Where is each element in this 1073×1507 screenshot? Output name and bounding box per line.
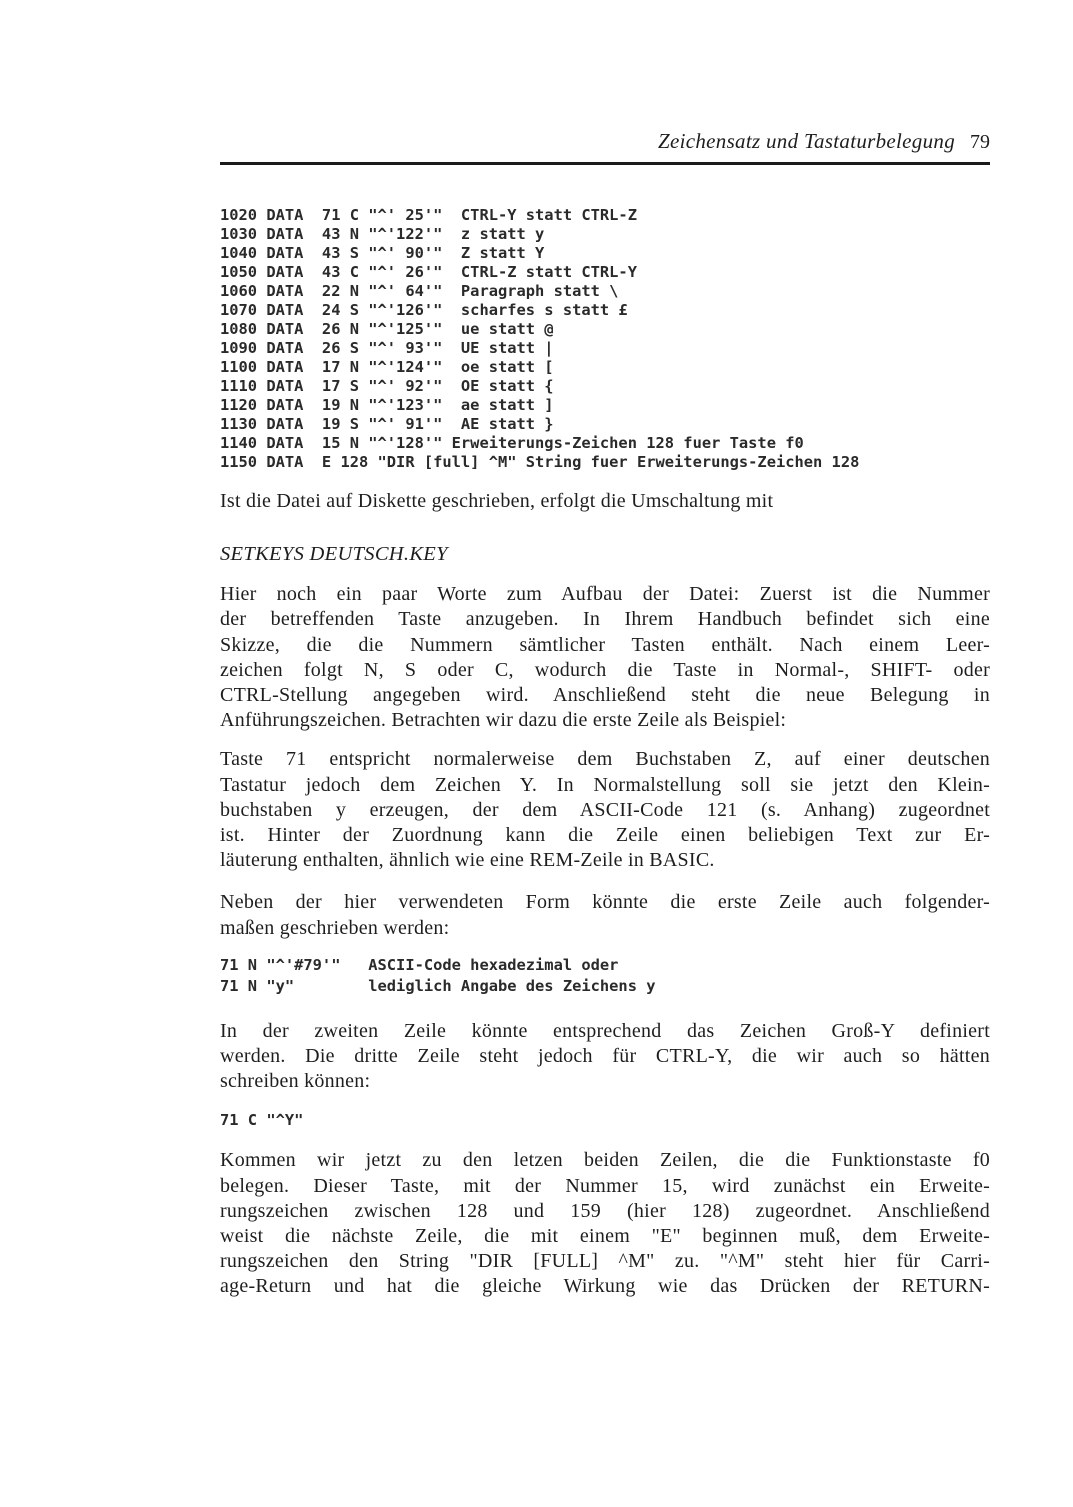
text-line: maßen geschrieben werden:	[220, 916, 450, 939]
paragraph-datei-aufbau	[220, 582, 990, 733]
text-line: ist. Hinter der Zuordnung kann die Zeile einen beliebigen Text zur Er-	[220, 824, 990, 847]
text-line: In der zweiten Zeile könnte entsprechend das Zeichen Groß-Y definiert	[220, 1019, 990, 1042]
paragraph-taste-71	[220, 747, 990, 873]
text-line: CTRL-Stellung angegeben wird. Anschließend steht die neue Belegung in	[220, 684, 990, 707]
text-line: age-Return und hat die gleiche Wirkung wie das Drücken der RETURN-	[220, 1275, 990, 1298]
text-line: Skizze, die die Nummern sämtlicher Tasten enthält. Nach einem Leer-	[220, 633, 990, 656]
text-line: weist die nächste Zeile, die mit einem "E" beginnen muß, dem Erweite-	[220, 1225, 990, 1248]
code-line: 71 C "^Y"	[220, 1111, 304, 1130]
basic-data-listing	[220, 206, 990, 472]
text-line: Taste 71 entspricht normalerweise dem Buchstaben Z, auf einer deutschen	[220, 748, 990, 771]
code-line: 1140 DATA 15 N "^'128'" Erweiterungs-Zeichen 128 fuer Taste f0	[220, 434, 804, 452]
setkeys-command-line: SETKEYS DEUTSCH.KEY	[220, 543, 448, 566]
code-line: 1120 DATA 19 N "^'123'" ae statt ]	[220, 396, 554, 414]
chapter-title: Zeichensatz und Tastaturbelegung	[658, 129, 955, 153]
code-line: 1110 DATA 17 S "^' 92'" OE statt {	[220, 377, 554, 395]
text-line: Kommen wir jetzt zu den letzen beiden Zeilen, die die Funktionstaste f0	[220, 1149, 990, 1172]
alternative-form-listing	[220, 955, 990, 997]
running-header	[220, 128, 990, 155]
text-line: läuterung enthalten, ähnlich wie eine REM-Zeile in BASIC.	[220, 849, 715, 872]
code-line: 1080 DATA 26 N "^'125'" ue statt @	[220, 320, 554, 338]
page-number: 79	[970, 131, 990, 153]
text-line: schreiben können:	[220, 1070, 371, 1093]
header-divider-rule	[220, 162, 990, 165]
code-line: 1130 DATA 19 S "^' 91'" AE statt }	[220, 415, 554, 433]
text-line: Hier noch ein paar Worte zum Aufbau der Datei: Zuerst ist die Nummer	[220, 583, 990, 606]
text-line: der betreffenden Taste anzugeben. In Ihrem Handbuch befindet sich eine	[220, 608, 990, 631]
paragraph-andere-form	[220, 890, 990, 940]
code-line: 1020 DATA 71 C "^' 25'" CTRL-Y statt CTRL-Z	[220, 206, 637, 224]
code-line: 1050 DATA 43 C "^' 26'" CTRL-Z statt CTRL-Y	[220, 263, 637, 281]
text-line: rungszeichen den String "DIR [FULL] ^M" zu. "^M" steht hier für Carri-	[220, 1250, 990, 1273]
text-line: belegen. Dieser Taste, mit der Nummer 15, wird zunächst ein Erweite-	[220, 1174, 990, 1197]
code-line: 71 N "y" lediglich Angabe des Zeichens y	[220, 976, 656, 995]
text-line: Neben der hier verwendeten Form könnte die erste Zeile auch folgender-	[220, 891, 990, 914]
code-line: 1150 DATA E 128 "DIR [full] ^M" String fuer Erweiterungs-Zeichen 128	[220, 453, 860, 471]
text-line: zeichen folgt N, S oder C, wodurch die Taste in Normal-, SHIFT- oder	[220, 658, 990, 681]
code-line: 1100 DATA 17 N "^'124'" oe statt [	[220, 358, 554, 376]
code-line: 71 N "^'#79'" ASCII-Code hexadezimal oder	[220, 955, 619, 974]
paragraph-zweite-zeile	[220, 1019, 990, 1095]
intro-sentence: Ist die Datei auf Diskette geschrieben, erfolgt die Umschaltung mit	[220, 490, 774, 512]
code-line: 1090 DATA 26 S "^' 93'" UE statt |	[220, 339, 554, 357]
text-line: rungszeichen zwischen 128 und 159 (hier 128) zugeordnet. Anschließend	[220, 1199, 990, 1222]
text-line: buchstaben y erzeugen, der dem ASCII-Code 121 (s. Anhang) zugeordnet	[220, 798, 990, 821]
code-line: 1030 DATA 43 N "^'122'" z statt y	[220, 225, 545, 243]
text-line: Tastatur jedoch dem Zeichen Y. In Normalstellung soll sie jetzt den Klein-	[220, 773, 990, 796]
text-line: werden. Die dritte Zeile steht jedoch für CTRL-Y, die wir auch so hätten	[220, 1045, 990, 1068]
code-line: 1040 DATA 43 S "^' 90'" Z statt Y	[220, 244, 545, 262]
text-line: Anführungszeichen. Betrachten wir dazu die erste Zeile als Beispiel:	[220, 709, 787, 732]
code-line: 1070 DATA 24 S "^'126'" scharfes s statt £	[220, 301, 628, 319]
paragraph-funktionstaste	[220, 1148, 990, 1299]
ctrl-y-listing	[220, 1111, 990, 1130]
code-line: 1060 DATA 22 N "^' 64'" Paragraph statt \	[220, 282, 619, 300]
page-content-column	[220, 0, 990, 1300]
